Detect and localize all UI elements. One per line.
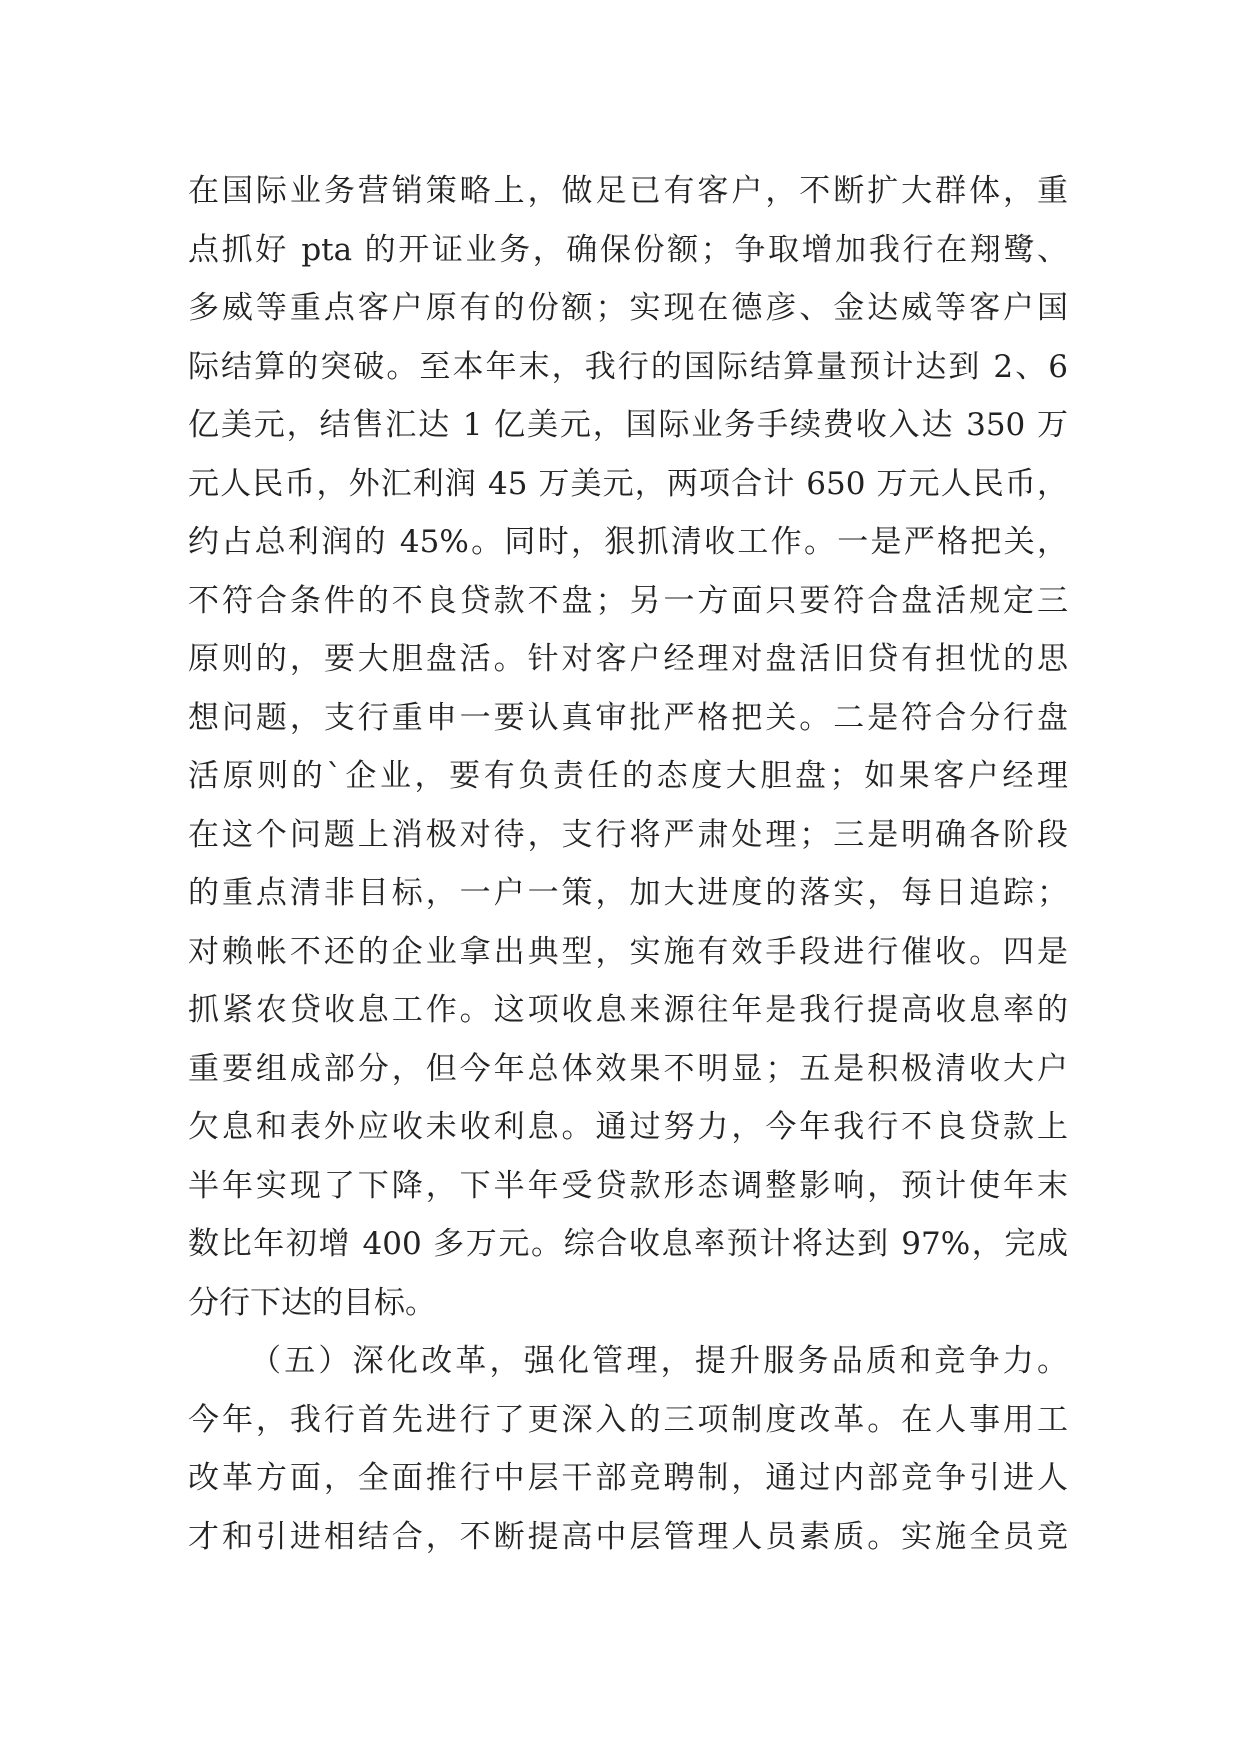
text-line: 活原则的`企业，要有负责任的态度大胆盘；如果客户经理 — [188, 758, 1068, 794]
text-line: 才和引进相结合，不断提高中层管理人员素质。实施全员竞 — [188, 1518, 1068, 1555]
text-line: 想问题，支行重申一要认真审批严格把关。二是符合分行盘 — [188, 699, 1068, 736]
text-line: 在这个问题上消极对待，支行将严肃处理；三是明确各阶段 — [188, 816, 1068, 853]
text-line: 亿美元，结售汇达 1 亿美元，国际业务手续费收入达 350 万 — [188, 407, 1068, 443]
text-line: 欠息和表外应收未收利息。通过努力，今年我行不良贷款上 — [188, 1109, 1068, 1145]
text-line: 元人民币，外汇利润 45 万美元，两项合计 650 万元人民币， — [188, 465, 1068, 502]
text-line: 原则的，要大胆盘活。针对客户经理对盘活旧贷有担忧的思 — [188, 641, 1068, 677]
section-heading-line: （五）深化改革，强化管理，提升服务品质和竞争力。 — [250, 1343, 1068, 1379]
text-line: 约占总利润的 45%。同时，狠抓清收工作。一是严格把关， — [188, 524, 1068, 560]
text-line: 数比年初增 400 多万元。综合收息率预计将达到 97%，完成 — [188, 1226, 1068, 1262]
text-line: 今年，我行首先进行了更深入的三项制度改革。在人事用工 — [188, 1401, 1068, 1438]
text-line: 半年实现了下降，下半年受贷款形态调整影响，预计使年末 — [188, 1167, 1068, 1204]
text-line: 抓紧农贷收息工作。这项收息来源往年是我行提高收息率的 — [188, 992, 1068, 1028]
text-line: 多威等重点客户原有的份额；实现在德彦、金达威等客户国 — [188, 290, 1068, 326]
body-text — [188, 162, 1068, 1566]
text-line: 点抓好 pta 的开证业务，确保份额；争取增加我行在翔鹭、 — [188, 231, 1068, 268]
text-line: 在国际业务营销策略上，做足已有客户，不断扩大群体，重 — [188, 173, 1068, 209]
text-line: 重要组成部分，但今年总体效果不明显；五是积极清收大户 — [188, 1050, 1068, 1087]
text-line: 对赖帐不还的企业拿出典型，实施有效手段进行催收。四是 — [188, 933, 1068, 970]
paragraph-end-line: 分行下达的目标。 — [188, 1284, 436, 1321]
text-line: 不符合条件的不良贷款不盘；另一方面只要符合盘活规定三 — [188, 582, 1068, 619]
text-line: 际结算的突破。至本年末，我行的国际结算量预计达到 2、6 — [188, 348, 1068, 385]
text-line: 改革方面，全面推行中层干部竞聘制，通过内部竞争引进人 — [188, 1460, 1068, 1496]
text-line: 的重点清非目标，一户一策，加大进度的落实，每日追踪； — [188, 875, 1068, 911]
